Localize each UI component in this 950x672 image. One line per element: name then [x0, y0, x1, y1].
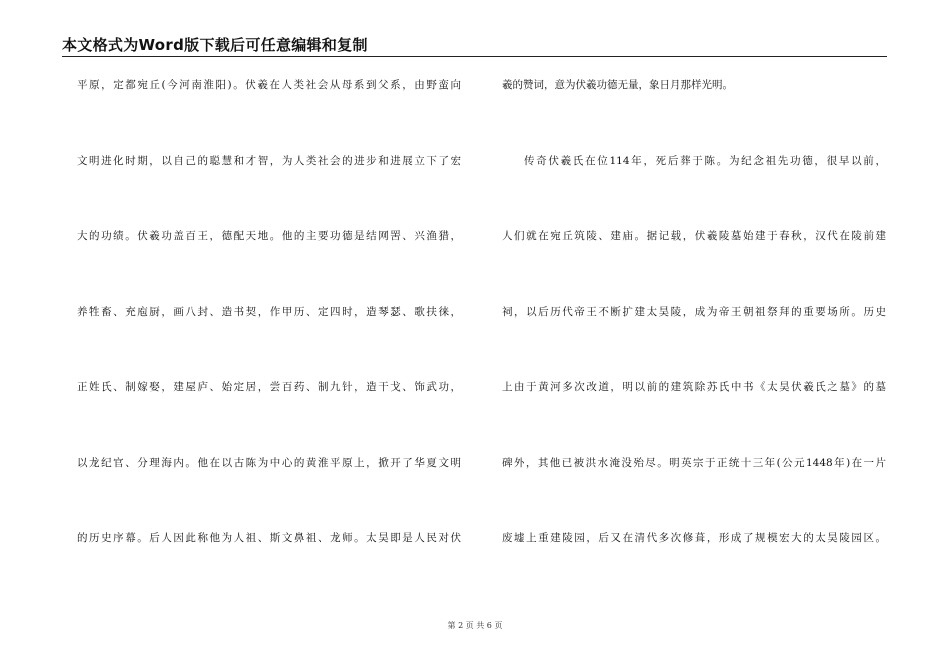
text-line: 大的功绩。伏羲功盖百王，德配天地。他的主要功德是结网罟、兴渔猎，	[77, 230, 461, 242]
paragraph-first-line: 传奇伏羲氏在位114年，死后葬于陈。为纪念祖先功德，很早以前，	[524, 154, 886, 167]
text-line: 羲的赞词，意为伏羲功德无量，象日月那样光明。	[502, 79, 733, 91]
document-header-title: 本文格式为Word版下载后可任意编辑和复制	[62, 36, 368, 54]
text-line: 以龙纪官、分理海内。他在以古陈为中心的黄淮平原上，掀开了华夏文明	[77, 456, 461, 469]
text-line: 上由于黄河多次改道，明以前的建筑除苏氏中书《太昊伏羲氏之墓》的墓	[502, 381, 886, 393]
text-line: 的历史序幕。后人因此称他为人祖、斯文鼻祖、龙师。太昊即是人民对伏	[77, 532, 461, 544]
text-line: 祠，以后历代帝王不断扩建太昊陵，成为帝王朝祖祭拜的重要场所。历史	[502, 305, 886, 318]
text-line: 人们就在宛丘筑陵、建庙。据记载，伏羲陵墓始建于春秋，汉代在陵前建	[502, 230, 886, 242]
text-line: 文明进化时期，以自己的聪慧和才智，为人类社会的进步和进展立下了宏	[77, 154, 461, 167]
page-number-footer: 第 2 页 共 6 页	[447, 621, 503, 630]
text-line: 废墟上重建陵园，后又在清代多次修葺，形成了规模宏大的太昊陵园区。	[502, 532, 886, 544]
page-header	[62, 30, 887, 57]
left-column	[77, 72, 461, 601]
text-line: 平原，定都宛丘(今河南淮阳)。伏羲在人类社会从母系到父系，由野蛮向	[77, 79, 461, 91]
text-line: 碑外，其他已被洪水淹没殆尽。明英宗于正统十三年(公元1448年)在一片	[502, 456, 886, 469]
text-line: 养牲畜、充庖厨，画八封、造书契，作甲历、定四时，造琴瑟、歌扶徕，	[77, 305, 461, 318]
right-column	[502, 72, 886, 601]
text-line: 正姓氏、制嫁娶，建屋庐、始定居，尝百药、制九针，造干戈、饰武功，	[77, 381, 461, 393]
